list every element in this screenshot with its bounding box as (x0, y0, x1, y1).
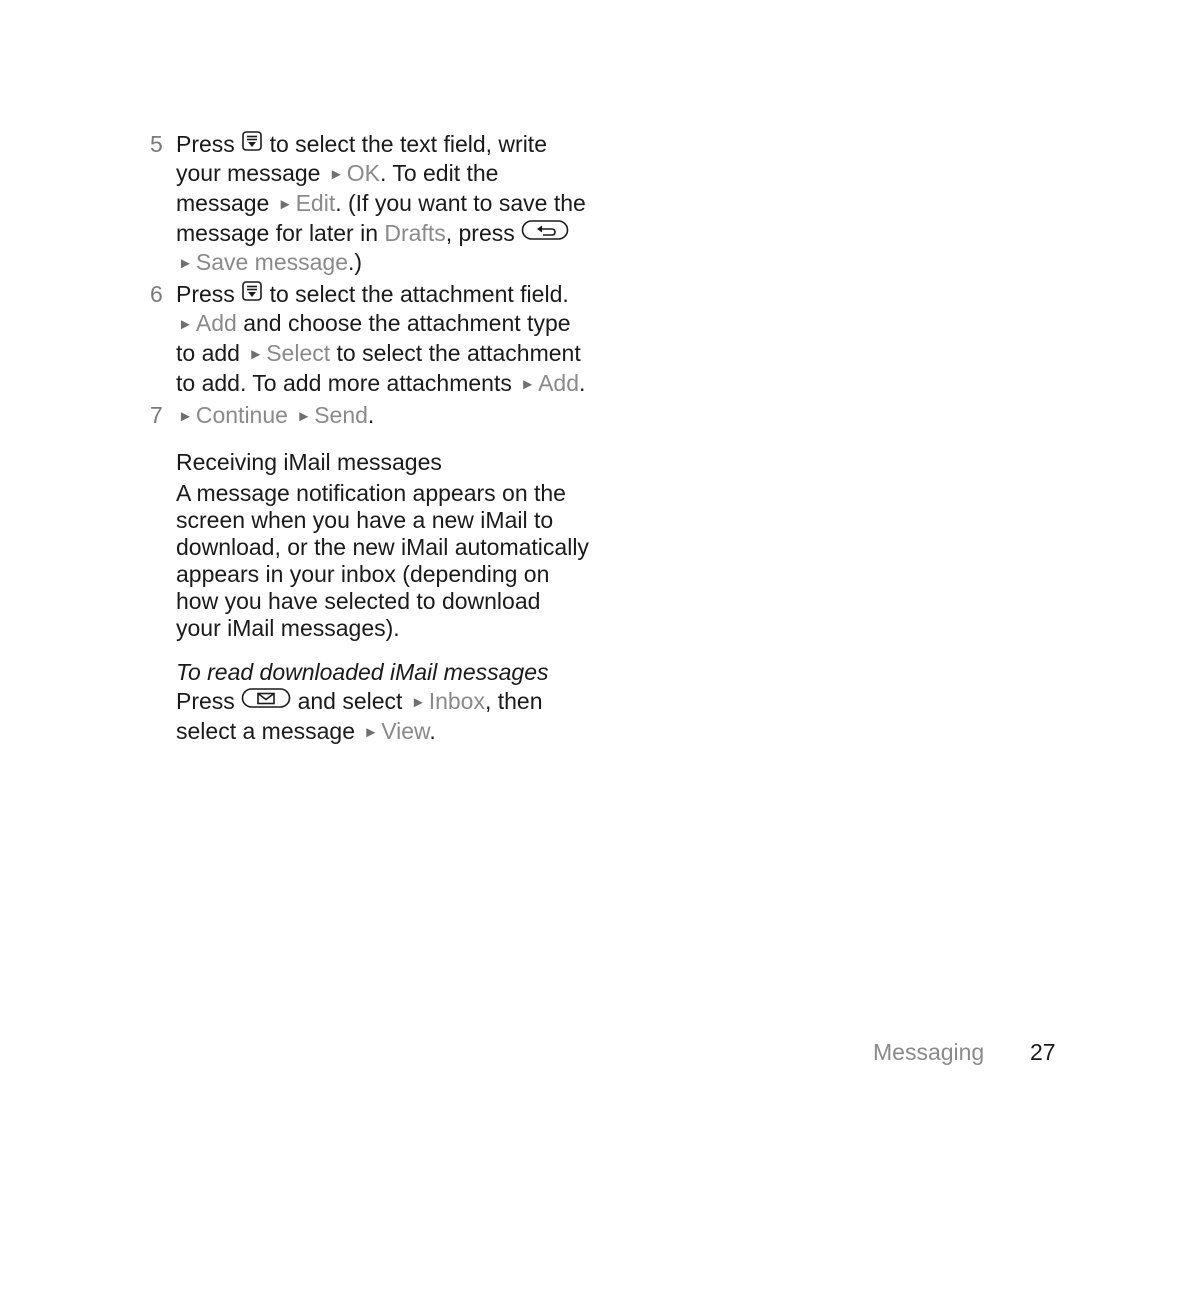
menu-continue: Continue (195, 401, 288, 428)
step-number: 6 (150, 280, 163, 307)
arrow-icon: ► (178, 315, 193, 333)
step-7: 7 ► Continue ► Send. (150, 401, 375, 428)
step-6: 6 Press to select the attachment field. ► Add and choose the attachment type to add ► Select to select the attachment to add. To add more attachments ► Add. (150, 280, 586, 396)
arrow-icon: ► (178, 254, 193, 272)
arrow-icon: ► (296, 407, 312, 425)
receiving-section (176, 449, 590, 642)
menu-ok: OK (346, 159, 380, 186)
section-heading: Receiving iMail messages (176, 448, 442, 475)
menu-drafts: Drafts (384, 219, 446, 246)
select-key-icon (241, 130, 263, 158)
read-section (176, 659, 590, 748)
step-number: 5 (150, 131, 163, 157)
footer-section-title: Messaging (873, 1039, 985, 1065)
arrow-icon: ► (248, 345, 264, 363)
menu-add: Add (538, 369, 580, 396)
section-body: A message notification appears on the screen when you have a new iMail to download, or the new iMail automatically appears in your inbox (depending on how you have selected to download your iMail messages). (176, 479, 589, 641)
arrow-icon: ► (277, 195, 293, 213)
arrow-icon: ► (328, 165, 344, 183)
page-content (150, 131, 590, 748)
select-key-icon (241, 280, 263, 308)
page-footer (873, 1037, 1056, 1067)
message-key-icon (241, 687, 291, 715)
read-instructions: Press and select ► Inbox, then select a message ► View. (176, 687, 543, 744)
arrow-icon: ► (178, 407, 193, 425)
subsection-heading: To read downloaded iMail messages (176, 658, 549, 685)
step-5: 5 Press to select the text field, write your message ► OK. To edit the message ► Edit. (If you want to save the message for later in Drafts, press ► Save message.) (150, 131, 586, 275)
arrow-icon: ► (363, 723, 379, 741)
step-list (150, 131, 590, 432)
menu-add: Add (195, 309, 237, 336)
arrow-icon: ► (410, 693, 426, 711)
menu-edit: Edit (295, 189, 336, 216)
arrow-icon: ► (520, 375, 536, 393)
back-key-icon (521, 219, 569, 247)
menu-send: Send (314, 401, 368, 428)
menu-view: View (381, 717, 430, 744)
page-number: 27 (1030, 1039, 1056, 1065)
menu-save-message: Save message (195, 248, 348, 275)
step-number: 7 (150, 401, 163, 428)
menu-select: Select (266, 339, 331, 366)
menu-inbox: Inbox (428, 687, 485, 714)
